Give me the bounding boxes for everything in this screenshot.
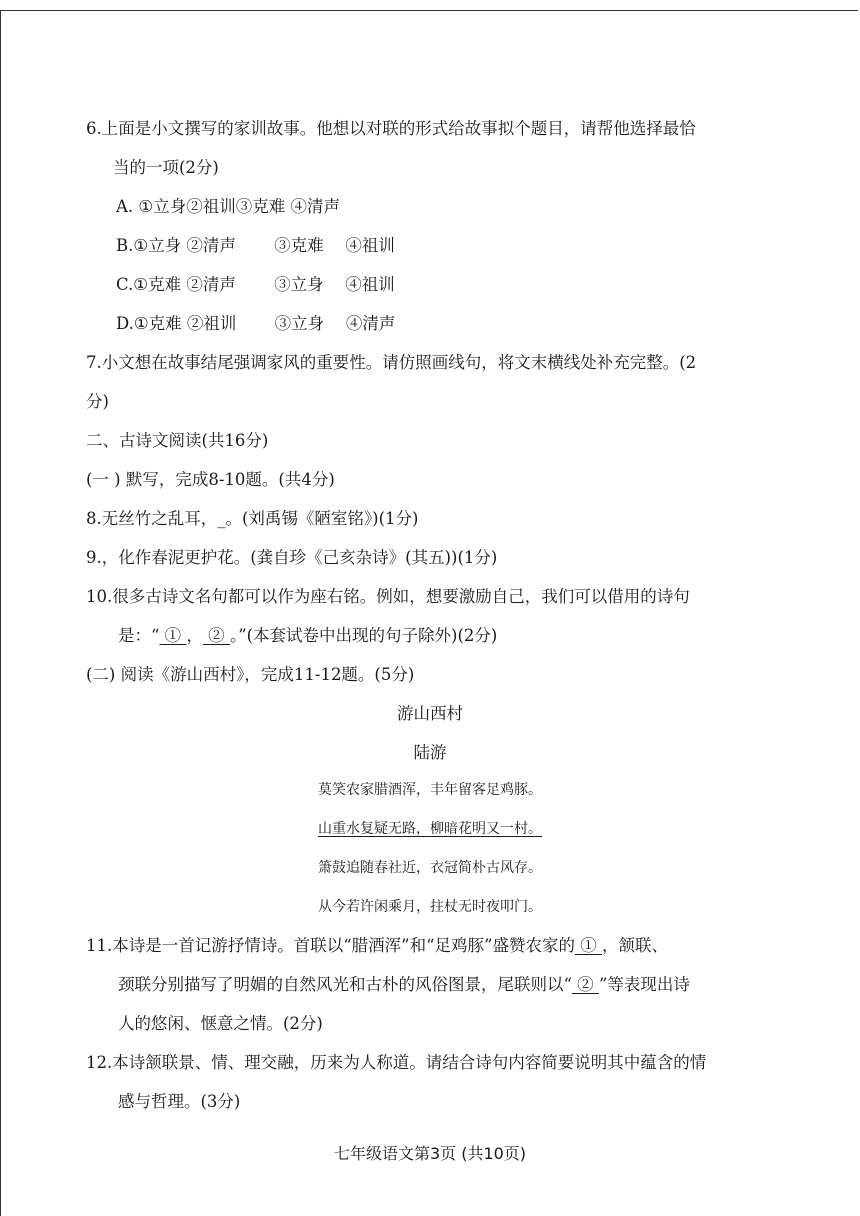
section2-part1: (一 ) 默写，完成8-10题。(共4分) xyxy=(86,470,335,489)
q6-option-c: C.①克难 ②清声 ③立身 ④祖训 xyxy=(116,275,395,294)
q10-blank-2: ② xyxy=(202,626,230,645)
section2-heading: 二、古诗文阅读(共16分) xyxy=(86,431,269,450)
q8: 8.无丝竹之乱耳，_。(刘禹锡《陋室铭》)(1分) xyxy=(86,509,419,528)
q11-line2-prefix: 颈联分别描写了明媚的自然风光和古朴的风俗图景，尾联则以“ xyxy=(118,975,572,994)
poem-line-2-underlined: 山重水复疑无路，柳暗花明又一村。 xyxy=(318,821,542,837)
poem-author: 陆游 xyxy=(413,743,447,762)
poem-line-3: 箫鼓追随春社近，衣冠简朴古风存。 xyxy=(318,860,542,876)
q10-suffix: 。”(本套试卷中出现的句子除外)(2分) xyxy=(229,626,498,645)
poem-title: 游山西村 xyxy=(397,704,463,723)
q11-line1-suffix: ，颔联、 xyxy=(601,936,668,955)
q10-line2 xyxy=(118,625,497,647)
page-border xyxy=(0,10,858,1216)
q12-line2: 感与哲理。(3分) xyxy=(118,1092,241,1111)
q7-line2: 分) xyxy=(86,392,109,411)
q10-line1: 10.很多古诗文名句都可以作为座右铭。例如，想要激励自己，我们可以借用的诗句 xyxy=(86,587,690,606)
q10-blank-1: ① xyxy=(159,626,187,645)
q6-option-b: B.①立身 ②清声 ③克难 ④祖训 xyxy=(116,236,395,255)
q10-separator: ， xyxy=(186,626,203,645)
q11-line2-suffix: ”等表现出诗 xyxy=(598,975,690,994)
q10-prefix: 是：“ xyxy=(118,626,160,645)
q6-option-a: A. ①立身②祖训③克难 ④清声 xyxy=(116,197,340,216)
q11-blank-2: ② xyxy=(571,975,599,994)
q11-line1 xyxy=(86,935,668,957)
q11-line1-prefix: 11.本诗是一首记游抒情诗。首联以“腊酒浑”和“足鸡豚”盛赞农家的 xyxy=(86,936,575,955)
poem-line-2 xyxy=(0,818,860,840)
q12-line1: 12.本诗颔联景、情、理交融，历来为人称道。请结合诗句内容简要说明其中蕴含的情 xyxy=(86,1053,707,1072)
part2-heading: (二) 阅读《游山西村》，完成11-12题。(5分) xyxy=(86,665,415,684)
q6-option-d: D.①克难 ②祖训 ③立身 ④清声 xyxy=(116,314,396,333)
q11-line2 xyxy=(118,974,690,996)
page-footer: 七年级语文第3页 (共10页) xyxy=(333,1144,527,1163)
q6-line1: 6.上面是小文撰写的家训故事。他想以对联的形式给故事拟个题目，请帮他选择最恰 xyxy=(86,119,696,138)
q7-line1: 7.小文想在故事结尾强调家风的重要性。请仿照画线句，将文末横线处补充完整。(2 xyxy=(86,353,697,372)
q6-line2: 当的一项(2分) xyxy=(113,158,219,177)
q9: 9.，化作春泥更护花。(龚自珍《己亥杂诗》(其五))(1分) xyxy=(86,548,498,567)
q11-blank-1: ① xyxy=(574,936,602,955)
poem-line-1: 莫笑农家腊酒浑，丰年留客足鸡豚。 xyxy=(318,782,542,798)
poem-line-4: 从今若许闲乘月，拄杖无时夜叩门。 xyxy=(318,899,542,915)
q11-line3: 人的悠闲、惬意之情。(2分) xyxy=(118,1014,323,1033)
